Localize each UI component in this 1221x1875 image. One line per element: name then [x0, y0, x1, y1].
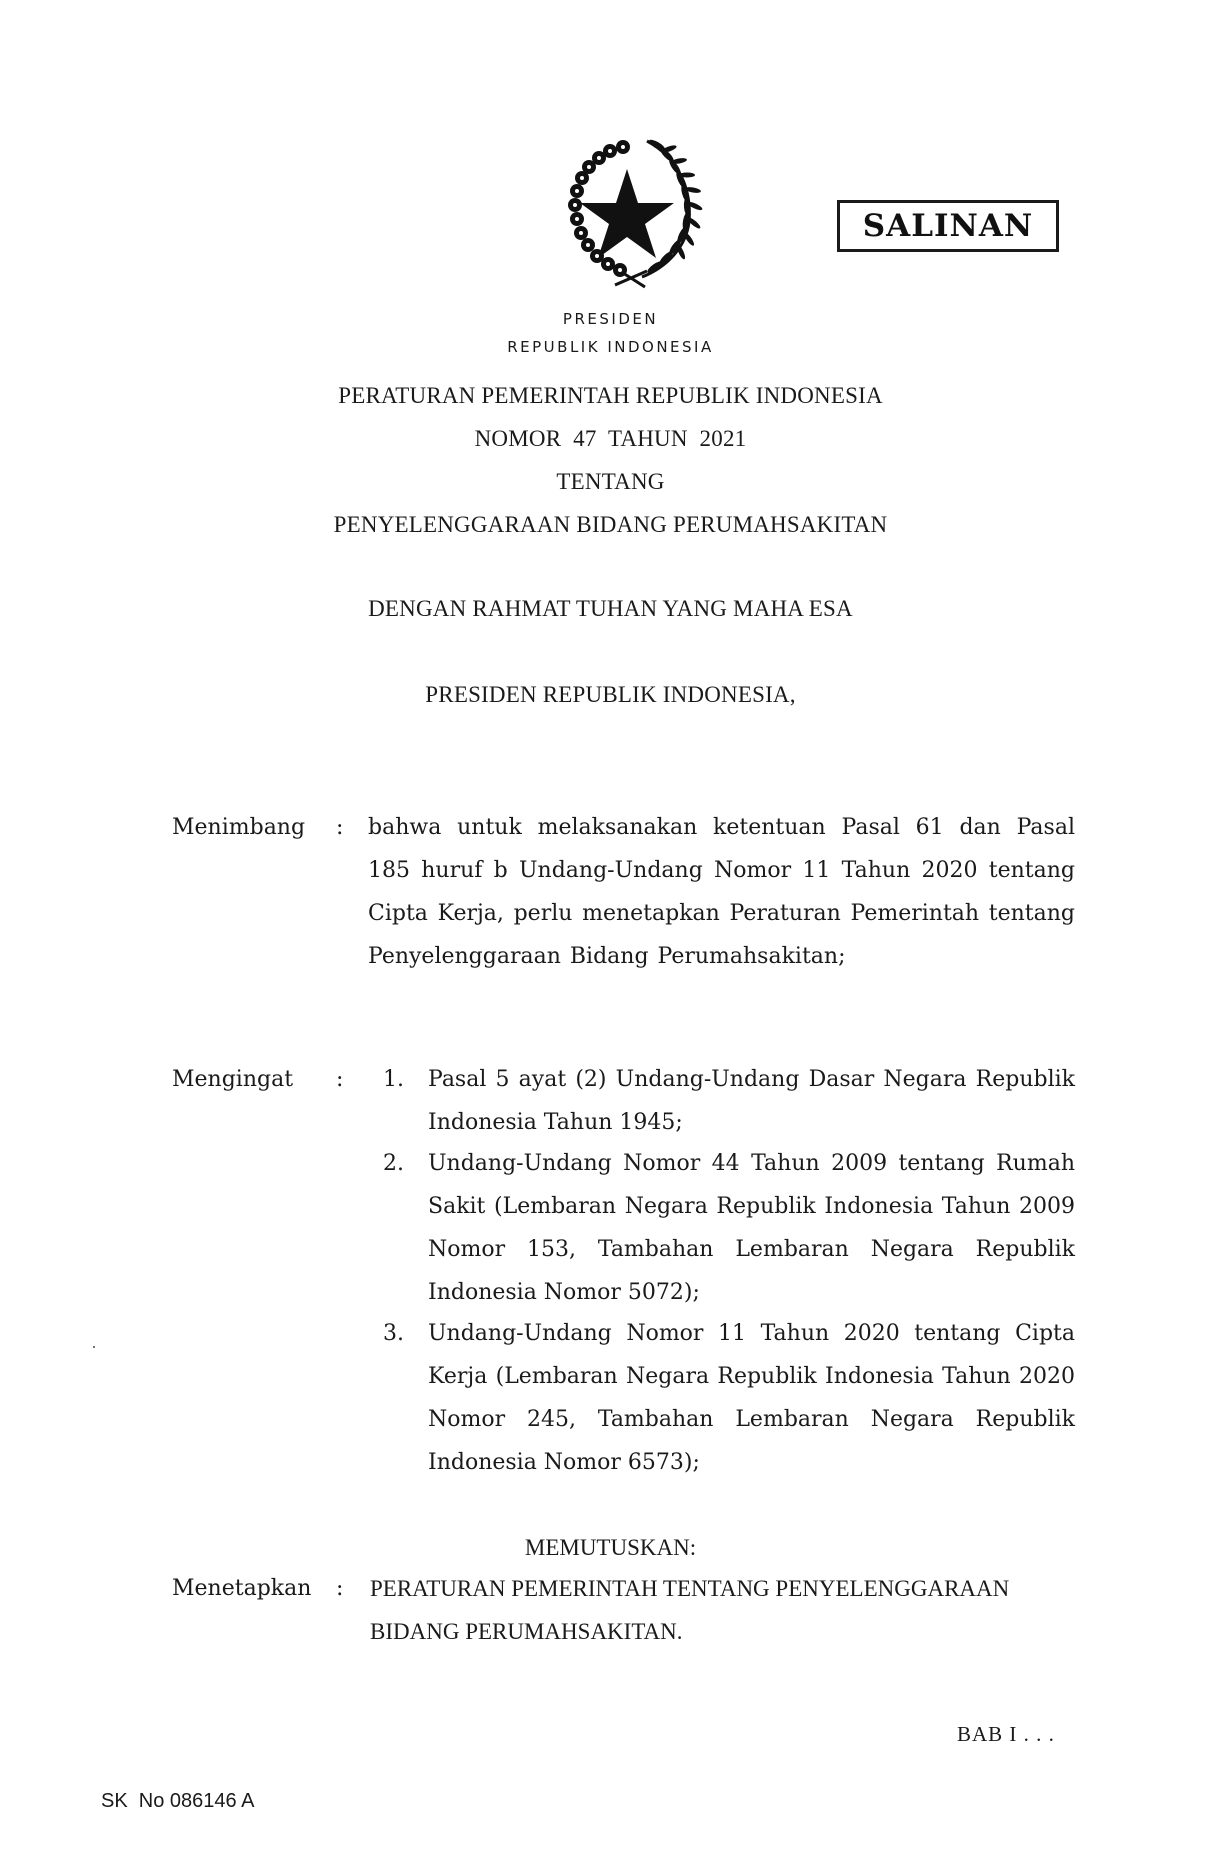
mengingat-item-2-number: 2. [383, 1151, 404, 1176]
menimbang-text: bahwa untuk melaksanakan ketentuan Pasal 61 dan Pasal 185 huruf b Undang-Undang Nomor 11 Tahun 2020 tentang Cipta Kerja, perlu menetapkan Peraturan Pemerintah tentang Penyelenggaraan Bidang Perumahsakitan; [368, 815, 1075, 969]
mengingat-item-3-number: 3. [383, 1321, 404, 1346]
serial-number: SK No 086146 A [101, 1790, 255, 1812]
menimbang-colon: : [336, 815, 344, 840]
presidential-emblem-icon [547, 127, 707, 297]
menetapkan-line-1: PERATURAN PEMERINTAH TENTANG PENYELENGGARAAN [370, 1576, 1010, 1601]
scan-artifact [93, 1346, 95, 1348]
mengingat-colon: : [336, 1067, 344, 1092]
stamp-label: SALINAN [862, 208, 1034, 244]
regulation-tentang: TENTANG [556, 469, 665, 494]
mengingat-item-1-text: Pasal 5 ayat (2) Undang-Undang Dasar Negara Republik Indonesia Tahun 1945; [428, 1067, 1075, 1135]
menetapkan-line-2: BIDANG PERUMAHSAKITAN. [370, 1619, 683, 1644]
mengingat-label: Mengingat [172, 1067, 294, 1092]
issuer-line-republik: REPUBLIK INDONESIA [507, 338, 714, 356]
regulation-subject: PENYELENGGARAAN BIDANG PERUMAHSAKITAN [333, 512, 888, 537]
mengingat-item-3-text: Undang-Undang Nomor 11 Tahun 2020 tentang Cipta Kerja (Lembaran Negara Republik Indonesia Tahun 2020 Nomor 245, Tambahan Lembaran Negara Republik Indonesia Nomor 6573); [428, 1321, 1075, 1475]
issuer-line-presiden: PRESIDEN [562, 310, 659, 328]
menetapkan-colon: : [336, 1576, 344, 1601]
continuation-marker: BAB I . . . [957, 1722, 1055, 1746]
authority-line: PRESIDEN REPUBLIK INDONESIA, [425, 682, 796, 707]
menimbang-label: Menimbang [172, 815, 306, 840]
regulation-number: NOMOR 47 TAHUN 2021 [474, 426, 747, 451]
salinan-stamp [837, 200, 1059, 252]
menetapkan-label: Menetapkan [172, 1576, 312, 1601]
mengingat-item-2-text: Undang-Undang Nomor 44 Tahun 2009 tentang Rumah Sakit (Lembaran Negara Republik Indonesia Tahun 2009 Nomor 153, Tambahan Lembaran Negara Republik Indonesia Nomor 5072); [428, 1151, 1075, 1305]
mengingat-item-1-number: 1. [383, 1067, 404, 1092]
memutuskan-heading: MEMUTUSKAN: [524, 1535, 697, 1560]
regulation-title: PERATURAN PEMERINTAH REPUBLIK INDONESIA [338, 383, 883, 408]
preamble: DENGAN RAHMAT TUHAN YANG MAHA ESA [368, 596, 853, 621]
